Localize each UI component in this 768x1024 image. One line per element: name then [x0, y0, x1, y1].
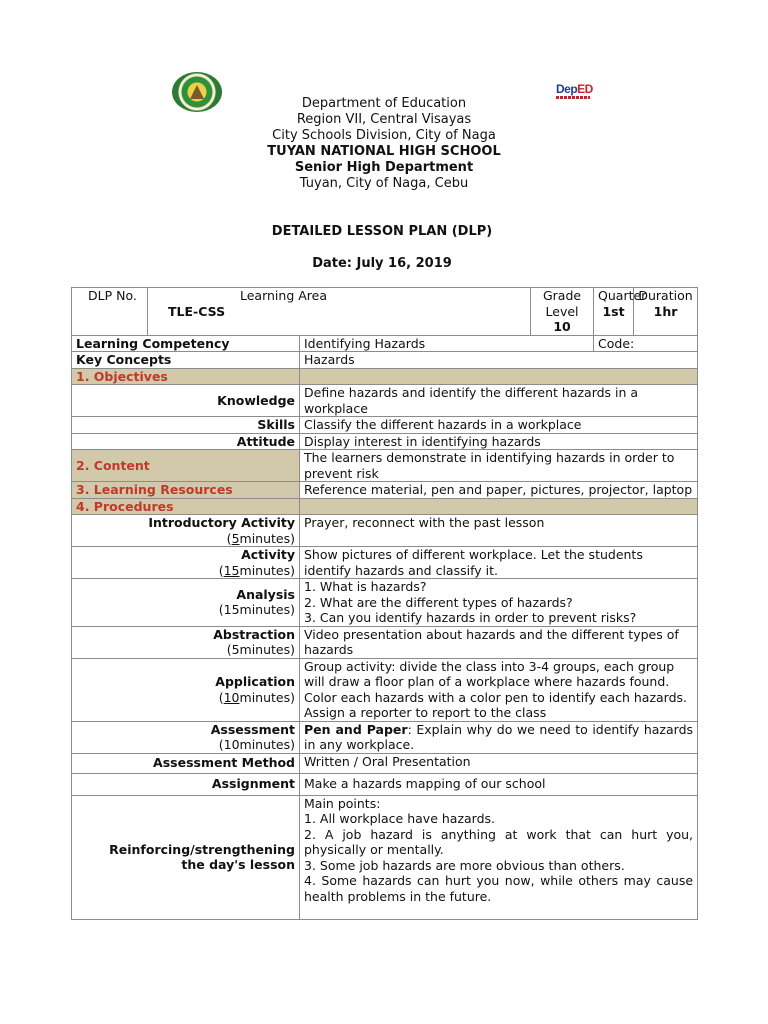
competency-value: Identifying Hazards [300, 335, 594, 352]
intro-label-cell [72, 515, 300, 547]
assessment-value: : Explain why do we need to identify hazards in any workplace. [304, 721, 694, 752]
assignment-label: Assignment [72, 773, 300, 795]
assessment-type: Pen and Paper [304, 721, 408, 737]
duration-label: Duration [638, 288, 693, 303]
quarter-label: Quarter [598, 288, 647, 303]
reinforce-point-4: 4. Some hazards can hurt you now, while others may cause health problems in the future. [304, 873, 694, 904]
activity-label-cell [72, 547, 300, 579]
objectives-heading: 1. Objectives [72, 368, 300, 385]
analysis-label-cell [72, 579, 300, 627]
assessment-label: Assessment [210, 721, 295, 737]
grade-level-cell [531, 288, 594, 336]
objectives-heading-fill [300, 368, 698, 385]
intro-unit: minutes) [239, 530, 295, 546]
assessment-value-cell [300, 721, 698, 753]
deped-logo-ed: ED [577, 82, 593, 96]
resources-value: Reference material, pen and paper, pictures, projector, laptop [300, 482, 698, 499]
skills-value: Classify the different hazards in a workplace [300, 417, 698, 434]
dlp-no-cell [72, 288, 148, 336]
assessment-label-cell [72, 721, 300, 753]
assessment-row [72, 721, 698, 753]
intro-label: Introductory Activity [148, 515, 295, 530]
concepts-value: Hazards [300, 352, 698, 369]
intro-row [72, 515, 698, 547]
intro-time: 5 [231, 530, 240, 546]
deped-logo-dep: Dep [556, 82, 578, 96]
school-address: Tuyan, City of Naga, Cebu [299, 176, 469, 191]
analysis-question-3: 3. Can you identify hazards in order to prevent risks? [304, 610, 637, 625]
learning-area-value: TLE-CSS [168, 303, 226, 319]
learning-area-cell [148, 288, 531, 336]
reinforce-label-cell [72, 795, 300, 920]
content-label: 2. Content [72, 450, 300, 482]
abstraction-label: Abstraction [213, 626, 295, 642]
assignment-value: Make a hazards mapping of our school [300, 773, 698, 795]
header-line-1: Department of Education [301, 96, 467, 111]
attitude-value: Display interest in identifying hazards [300, 433, 698, 450]
procedures-heading: 4. Procedures [72, 498, 300, 515]
activity-paren: ( [218, 562, 224, 578]
competency-row [72, 335, 698, 352]
analysis-question-1: 1. What is hazards? [304, 579, 427, 594]
info-row [72, 288, 698, 336]
grade-level-label: Grade Level [542, 288, 582, 319]
code-label: Code: [594, 335, 698, 352]
reinforce-points [300, 795, 698, 920]
assignment-row [72, 773, 698, 795]
procedures-heading-fill [300, 498, 698, 515]
activity-label: Activity [241, 547, 295, 562]
quarter-value: 1st [602, 303, 625, 319]
reinforce-intro: Main points: [304, 795, 381, 811]
analysis-duration: (15minutes) [218, 602, 295, 618]
learning-area-label: Learning Area [240, 288, 328, 303]
reinforce-point-3: 3. Some job hazards are more obvious than others. [304, 857, 625, 873]
application-time: 10 [223, 689, 240, 705]
dlp-no-label: DLP No. [88, 288, 137, 303]
header-line-2: Region VII, Central Visayas [296, 112, 472, 127]
application-duration [76, 690, 295, 706]
knowledge-label: Knowledge [72, 385, 300, 417]
skills-row [72, 417, 698, 434]
activity-value: Show pictures of different workplace. Let the students identify hazards and classify it. [300, 547, 698, 579]
reinforce-label-line-1: Reinforcing/strengthening [109, 841, 295, 857]
application-value: Group activity: divide the class into 3-4 groups, each group will draw a floor plan of a workplace where hazards found. Color each hazards with a color pen to identify each hazards. Assign a reporter to report to the class [300, 658, 698, 721]
reinforce-label-line-2: the day's lesson [181, 857, 295, 873]
concepts-row [72, 352, 698, 369]
analysis-question-2: 2. What are the different types of hazards? [304, 594, 573, 610]
content-row [72, 450, 698, 482]
lesson-plan-table [71, 287, 698, 920]
reinforce-row [72, 795, 698, 920]
abstraction-label-cell [72, 626, 300, 658]
abstraction-value: Video presentation about hazards and the different types of hazards [300, 626, 698, 658]
analysis-row [72, 579, 698, 627]
document-date: Date: July 16, 2019 [312, 256, 452, 271]
objectives-heading-row [72, 368, 698, 385]
method-row [72, 753, 698, 773]
grade-level-value: 10 [553, 319, 571, 334]
header-line-3: City Schools Division, City of Naga [272, 128, 496, 143]
knowledge-value: Define hazards and identify the different hazards in a workplace [300, 385, 698, 417]
application-paren: ( [218, 689, 224, 705]
assessment-duration: (10minutes) [218, 737, 295, 752]
resources-row [72, 482, 698, 499]
duration-value: 1hr [653, 303, 678, 319]
quarter-cell [594, 288, 647, 336]
procedures-heading-row [72, 498, 698, 515]
skills-label: Skills [72, 417, 300, 434]
application-label: Application [215, 674, 295, 689]
abstraction-row [72, 626, 698, 658]
analysis-questions [300, 579, 698, 627]
concepts-label: Key Concepts [72, 352, 300, 369]
reinforce-point-1: 1. All workplace have hazards. [304, 811, 496, 826]
department-name: Senior High Department [294, 160, 474, 175]
activity-row [72, 547, 698, 579]
knowledge-row [72, 385, 698, 417]
abstraction-duration: (5minutes) [226, 642, 295, 657]
application-row [72, 658, 698, 721]
method-label: Assessment Method [72, 753, 300, 773]
intro-value: Prayer, reconnect with the past lesson [300, 515, 698, 547]
attitude-row [72, 433, 698, 450]
method-value: Written / Oral Presentation [300, 753, 698, 773]
letterhead [0, 96, 768, 192]
competency-label: Learning Competency [72, 335, 300, 352]
attitude-label: Attitude [72, 433, 300, 450]
content-value: The learners demonstrate in identifying hazards in order to prevent risk [300, 450, 698, 482]
activity-duration [76, 563, 295, 579]
school-name: TUYAN NATIONAL HIGH SCHOOL [267, 144, 501, 159]
application-unit: minutes) [239, 689, 295, 705]
reinforce-point-2: 2. A job hazard is anything at work that can hurt you, physically or mentally. [304, 826, 694, 857]
activity-unit: minutes) [239, 562, 295, 578]
document-title: DETAILED LESSON PLAN (DLP) [271, 224, 493, 239]
intro-duration [76, 531, 295, 547]
analysis-label: Analysis [236, 586, 295, 602]
application-label-cell [72, 658, 300, 721]
resources-label: 3. Learning Resources [72, 482, 300, 499]
duration-cell [634, 288, 698, 336]
intro-paren: ( [226, 530, 232, 546]
activity-time: 15 [223, 562, 240, 578]
